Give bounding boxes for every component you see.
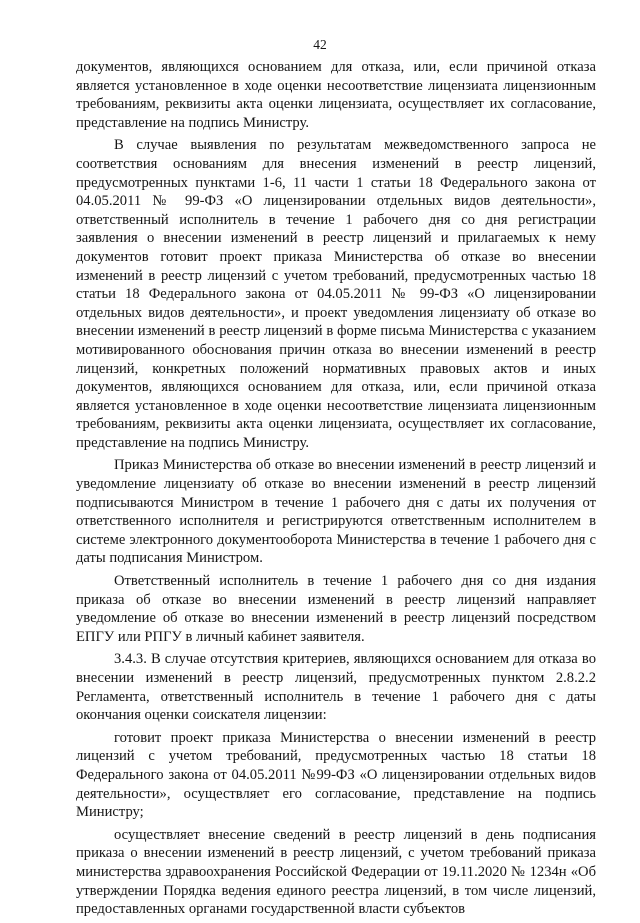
page-number: 42	[313, 37, 327, 52]
paragraph-prepare-order: готовит проект приказа Министерства о внесении изменений в реестр лицензий с учетом требований, предусмотренных частью 18 статьи 18 Федерального закона от 04.05.2011 №99-ФЗ «О лицензировании отдельных видов деятельности», осуществляет его согласование, представление на подпись Министру;	[76, 729, 596, 821]
document-body	[76, 58, 596, 923]
paragraph-refusal-notification: Ответственный исполнитель в течение 1 рабочего дня со дня издания приказа об отказе во внесении изменений в реестр лицензий направляет уведомление об отказе во внесении изменений в реестр лицензий посредством ЕПГУ или РПГУ в личный кабинет заявителя.	[76, 573, 596, 645]
paragraph-interagency-request-refusal: В случае выявления по результатам межведомственного запроса не соответствия основаниям для внесения изменений в реестр лицензий, предусмотренных пунктами 1-6, 11 части 1 статьи 18 Федерального закона от 04.05.2011 № 99-ФЗ «О лицензировании отдельных видов деятельности», ответственный исполнитель в течение 1 рабочего дня со дня регистрации заявления о внесении изменений в реестр лицензий и прилагаемых к нему документов готовит проект приказа Министерства об отказе во внесении изменений в реестр лицензий с учетом требований, предусмотренных частью 18 статьи 18 Федерального закона от 04.05.2011 № 99-ФЗ «О лицензировании отдельных видов деятельности», и проект уведомления лицензиату об отказе во внесении изменений в реестр лицензий в форме письма Министерства с указанием мотивированного обоснования причин отказа во внесении изменений в реестр лицензий, конкретных положений нормативных правовых актов и иных документов, являющихся основанием для отказа, или, если причиной отказа является установленное в ходе оценки несоответствие лицензиата лицензионным требованиям, реквизиты акта оценки лицензиата, осуществляет их согласование, представление на подпись Министру.	[76, 137, 596, 451]
paragraph-continuation: документов, являющихся основанием для отказа, или, если причиной отказа является установленное в ходе оценки несоответствие лицензиата лицензионным требованиям, реквизиты акта оценки лицензиата, осуществляет их согласование, представление на подпись Министру.	[76, 59, 596, 131]
paragraph-registry-entry: осуществляет внесение сведений в реестр лицензий в день подписания приказа о внесении изменений в реестр лицензий, с учетом требований приказа министерства здравоохранения Российской Федерации от 19.11.2020 № 1234н «Об утверждении Порядка ведения единого реестра лицензий, в том числе лицензий, предоставленных органами государственной власти субъектов	[76, 826, 596, 918]
paragraph-order-signing: Приказ Министерства об отказе во внесении изменений в реестр лицензий и уведомление лицензиату об отказе во внесении изменений в реестр лицензий подписываются Министром в течение 1 рабочего дня с даты их получения от ответственного исполнителя и регистрируются ответственным исполнителем в системе электронного документооборота Министерства в течение 1 рабочего дня с даты подписания Министром.	[76, 457, 596, 567]
paragraph-3-4-3: 3.4.3. В случае отсутствия критериев, являющихся основанием для отказа во внесении изменений в реестр лицензий, предусмотренных пунктом 2.8.2.2 Регламента, ответственный исполнитель в течение 1 рабочего дня с даты окончания оценки соискателя лицензии:	[76, 651, 596, 724]
